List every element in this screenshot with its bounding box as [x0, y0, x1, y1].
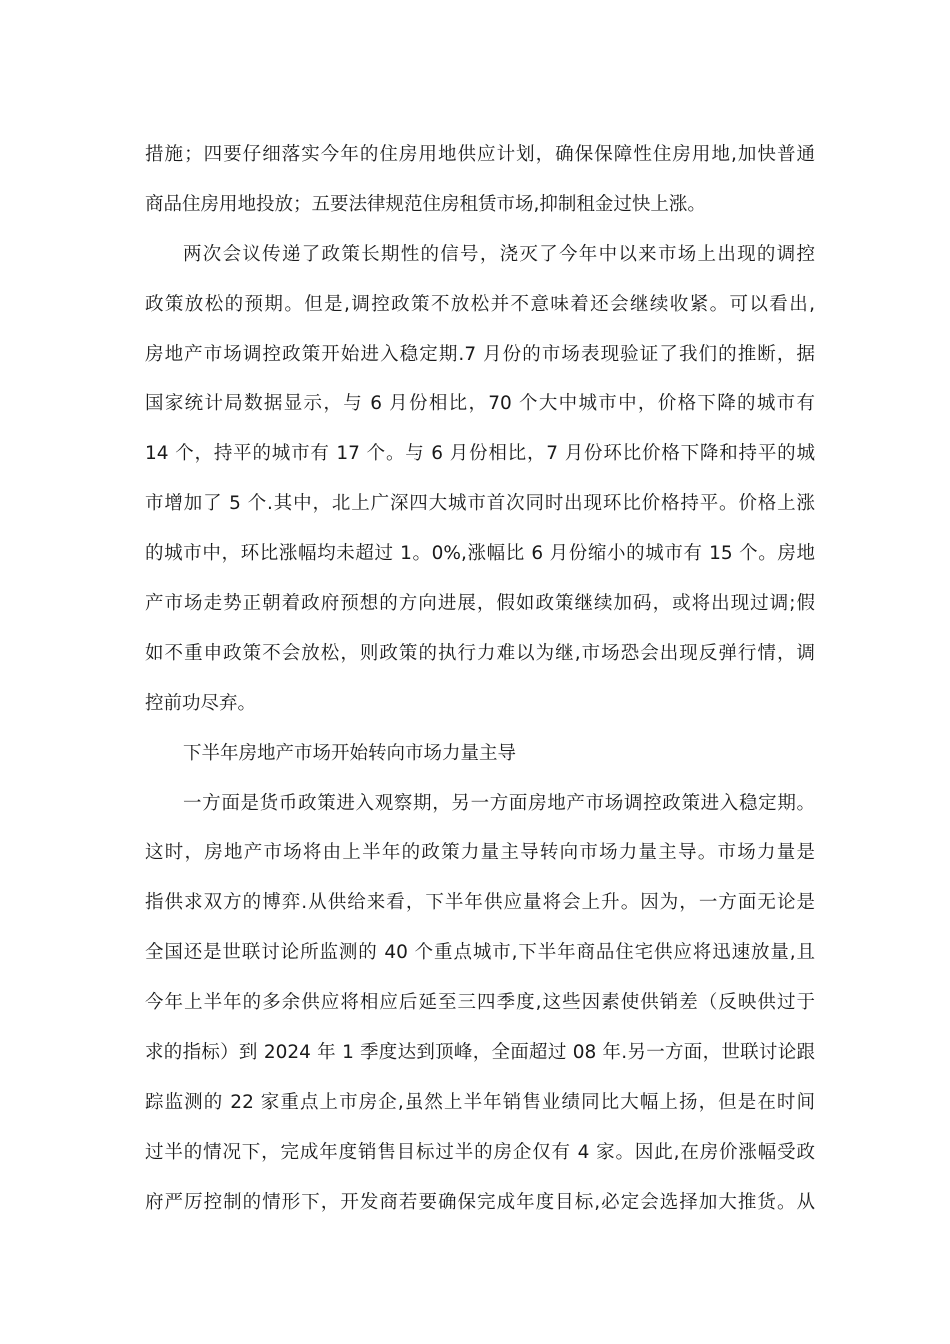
text-line: 国家统计局数据显示，与 6 月份相比，70 个大中城市中，价格下降的城市有	[145, 393, 815, 415]
text-line: 求的指标）到 2024 年 1 季度达到顶峰，全面超过 08 年.另一方面，世联讨论跟	[145, 1042, 815, 1064]
text-line: 房地产市场调控政策开始进入稳定期.7 月份的市场表现验证了我们的推断，据	[145, 343, 815, 365]
text-line: 产市场走势正朝着政府预想的方向进展，假如政策继续加码，或将出现过调;假	[145, 593, 815, 615]
text-line: 这时，房地产市场将由上半年的政策力量主导转向市场力量主导。市场力量是	[145, 842, 815, 864]
text-line: 政策放松的预期。但是,调控政策不放松并不意味着还会继续收紧。可以看出,	[145, 293, 815, 315]
text-line: 指供求双方的博弈.从供给来看，下半年供应量将会上升。因为，一方面无论是	[145, 892, 815, 914]
text-line: 踪监测的 22 家重点上市房企,虽然上半年销售业绩同比大幅上扬，但是在时间	[145, 1091, 815, 1113]
text-line: 全国还是世联讨论所监测的 40 个重点城市,下半年商品住宅供应将迅速放量,且	[145, 942, 815, 964]
text-line: 一方面是货币政策进入观察期，另一方面房地产市场调控政策进入稳定期。	[183, 792, 815, 814]
text-line: 两次会议传递了政策长期性的信号，浇灭了今年中以来市场上出现的调控	[183, 243, 815, 265]
text-line: 的城市中，环比涨幅均未超过 1。0%,涨幅比 6 月份缩小的城市有 15 个。房地	[145, 543, 815, 565]
text-line: 过半的情况下，完成年度销售目标过半的房企仅有 4 家。因此,在房价涨幅受政	[145, 1141, 815, 1163]
text-line: 今年上半年的多余供应将相应后延至三四季度,这些因素使供销差（反映供过于	[145, 992, 815, 1014]
text-line: 14 个，持平的城市有 17 个。与 6 月份相比，7 月份环比价格下降和持平的城	[145, 443, 815, 465]
text-line: 商品住房用地投放；五要法律规范住房租赁市场,抑制租金过快上涨。	[145, 193, 706, 215]
text-line: 府严厉控制的情形下，开发商若要确保完成年度目标,必定会选择加大推货。从	[145, 1191, 815, 1213]
text-line: 如不重申政策不会放松，则政策的执行力难以为继,市场恐会出现反弹行情，调	[145, 642, 815, 664]
document-body	[145, 130, 815, 1228]
text-line: 下半年房地产市场开始转向市场力量主导	[183, 742, 517, 764]
text-line: 市增加了 5 个.其中，北上广深四大城市首次同时出现环比价格持平。价格上涨	[145, 493, 815, 515]
text-line: 措施；四要仔细落实今年的住房用地供应计划，确保保障性住房用地,加快普通	[145, 144, 815, 165]
text-line: 控前功尽弃。	[145, 692, 257, 714]
